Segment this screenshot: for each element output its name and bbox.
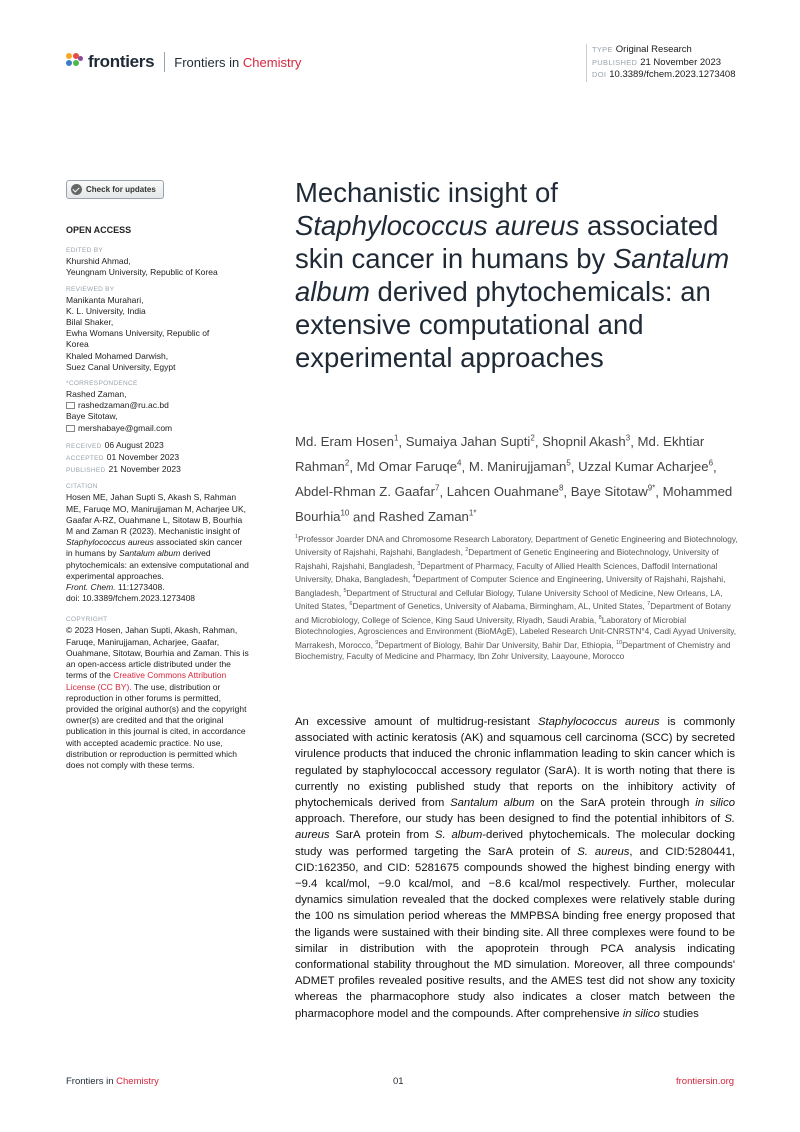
corr-email[interactable]: mershabaye@gmail.com: [66, 423, 251, 434]
abstract-text: SarA protein from: [329, 829, 435, 842]
abstract-italic-term: Santalum album: [450, 797, 535, 810]
affiliation-number: 1: [295, 534, 299, 540]
cc-by-link[interactable]: Creative Commons Attribution License (CC BY).: [66, 670, 227, 692]
abstract-text: on the SarA protein through: [534, 797, 696, 810]
abstract-text: -derived phytochemicals. The molecular docking study was performed targeting the SarA protein of: [295, 829, 735, 858]
abstract-italic-term: S. aureus: [577, 845, 630, 858]
published-date: PUBLISHED 21 November 2023: [66, 464, 181, 475]
logo-wordmark: frontiers: [88, 52, 155, 71]
check-updates-label: Check for updates: [86, 185, 156, 194]
author-affil-marker: 2: [530, 434, 535, 443]
open-access-label: OPEN ACCESS: [66, 225, 132, 235]
article-meta: [586, 44, 735, 82]
author-affil-marker: 9*: [647, 483, 656, 493]
reviewed-by-label: REVIEWED BY: [66, 285, 115, 293]
author-name[interactable]: Uzzal Kumar Acharjee$^6$: [578, 458, 714, 475]
author-affil-marker: 2: [344, 458, 350, 468]
author-list: Md. Eram Hosen$^1$, Sumaiya Jahan Supti$^2$, Shopnil Akash$^3$, Md. Ekhtiar Rahman$^2$, Md Omar Faruqe$^4$, M. Manirujjaman$^5$, Uzzal Kumar Acharjee$^6$, Abdel-Rhman Z. Gaafar$^7$, Lahcen Ouahmane$^8$, Baye Sitotaw$^{9*}$, Mohammed Bourhia$^{10}$ and Rashed Zaman$^{1*}$: [295, 434, 733, 525]
article-published: PUBLISHED 21 November 2023: [592, 56, 722, 68]
editor-name: Khurshid Ahmad,: [66, 256, 131, 267]
affiliation-text: Department of Biology, Bahir Dar University, Bahir Dar, Ethiopia,: [378, 639, 616, 650]
article-doi[interactable]: DOI 10.3389/fchem.2023.1273408: [592, 69, 736, 80]
journal-name[interactable]: Frontiers in Chemistry: [174, 54, 302, 70]
affiliations: [295, 532, 745, 663]
copyright-label: COPYRIGHT: [66, 616, 108, 624]
abstract-italic-term: in silico: [695, 797, 735, 810]
author-affil-marker: 7: [435, 483, 440, 493]
affiliation-text: Department of Computer Science and Engineering, University of Rajshahi, Rajshahi, Bangladesh,: [295, 574, 726, 598]
journal-header: [66, 52, 301, 72]
author-affil-marker: 5: [566, 458, 571, 468]
affiliation-text: Department of Structural and Cellular Biology, Tulane University School of Medicine, New Orleans, LA, United States,: [295, 587, 723, 612]
author-name[interactable]: Sumaiya Jahan Supti$^2$: [405, 434, 535, 450]
affiliation-number: 2: [465, 547, 469, 554]
author-affil-marker: 4: [457, 458, 462, 468]
author-name[interactable]: Lahcen Ouahmane$^8$: [446, 483, 564, 500]
check-icon: [71, 184, 82, 195]
affiliation-text: Department of Botany and Microbiology, College of Science, King Saud University, Riyadh, Saudi Arabia,: [295, 601, 731, 625]
affiliation-number: 5: [343, 587, 347, 594]
abstract-italic-term: Staphylococcus aureus: [537, 716, 660, 728]
affiliation-number: 7: [647, 601, 651, 608]
affiliation-text: Department of Genetics, University of Alabama, Birmingham, AL, United States,: [352, 601, 648, 612]
author-affil-marker: 1*: [468, 508, 477, 518]
author-name[interactable]: Md. Eram Hosen$^1$: [295, 434, 399, 450]
article-title: Mechanistic insight of Staphylococcus aureus associated skin cancer in humans by Santalum album derived phytochemicals: an extensive computational and experimental approaches: [295, 177, 730, 373]
abstract-text: An excessive amount of multidrug-resistant: [295, 716, 538, 728]
corr-email[interactable]: rashedzaman@ru.ac.bd: [66, 400, 251, 411]
abstract-text: is commonly associated with actinic keratosis (AK) and squamous cell carcinoma (SCC) by secreted virulence products that induced the chronic inflammation leading to skin cancer which is regulated by staphylococcal accessory regulator (SarA). It is worth noting that there is currently no existing published study that reports on the inhibitory activity of phytochemicals derived from: [295, 716, 735, 810]
citation-text: Hosen ME, Jahan Supti S, Akash S, Rahman ME, Faruqe MO, Manirujjaman M, Acharjee UK, Gaafar A-RZ, Ouahmane L, Sitotaw B, Bourhia M and Zaman R (2023). Mechanistic insight of Staphylococcus aureus associated skin cancer in humans by Santalum album derived phytochemicals: an extensive computational and experimental approaches. Front. Chem. 11:1273408. doi: 10.3389/fchem.2023.1273408: [66, 492, 249, 604]
author-name[interactable]: Md Omar Faruqe$^4$: [356, 458, 462, 475]
frontiers-logo-icon: [66, 53, 84, 71]
mail-icon: [66, 425, 75, 432]
author-name[interactable]: Mohammed Bourhia$^{10}$: [295, 484, 733, 525]
editor-affiliation: Yeungnam University, Republic of Korea: [66, 267, 218, 278]
page-number: 01: [393, 1076, 404, 1087]
check-for-updates-button[interactable]: [66, 180, 164, 199]
author-name[interactable]: Shopnil Akash$^3$: [542, 434, 631, 450]
affiliation-number: 8: [598, 614, 602, 621]
received-date: RECEIVED 06 August 2023: [66, 439, 164, 450]
affiliation-text: Department of Pharmacy, Faculty of Allied Health Sciences, Daffodil International University, Dhaka, Bangladesh,: [295, 560, 718, 585]
author-affil-marker: 1: [393, 434, 399, 443]
author-name[interactable]: Abdel-Rhman Z. Gaafar$^7$: [295, 483, 440, 500]
sidebar: [66, 225, 251, 771]
footer-journal: Frontiers in Chemistry: [66, 1076, 159, 1087]
corr-name: Rashed Zaman,: [66, 389, 127, 400]
abstract-text: approach. Therefore, our study has been designed to find the potential inhibitors of: [295, 813, 725, 826]
correspondence-label: *CORRESPONDENCE: [66, 380, 138, 388]
abstract-italic-term: S. aureus: [295, 813, 735, 842]
reviewer-line: Korea: [66, 339, 89, 350]
abstract-italic-term: in silico: [622, 1007, 660, 1020]
footer-site-link[interactable]: frontiersin.org: [676, 1076, 735, 1087]
reviewer-line: K. L. University, India: [66, 305, 146, 316]
affiliation-number: 6: [349, 601, 353, 608]
author-affil-marker: 3: [625, 434, 631, 443]
reviewer-line: Khaled Mohamed Darwish,: [66, 350, 169, 361]
reviewer-line: Manikanta Murahari,: [66, 294, 144, 305]
abstract: [295, 714, 735, 1022]
copyright-text: © 2023 Hosen, Jahan Supti, Akash, Rahman, Faruqe, Manirujjaman, Acharjee, Gaafar, Ouahmane, Sitotaw, Bourhia and Zaman. This is an open-access article distributed under the terms of the Creative Commons Attribution License (CC BY). The use, distribution or reproduction in other forums is permitted, provided the original author(s) and the copyright owner(s) are credited and that the original publication in this journal is cited, in accordance with accepted academic practice. No use, distribution or reproduction is permitted which does not comply with these terms.: [66, 625, 249, 770]
affiliation-number: 10: [615, 639, 623, 646]
reviewer-line: Ewha Womans University, Republic of: [66, 328, 210, 339]
affiliation-number: 3: [417, 560, 421, 567]
reviewer-line: Suez Canal University, Egypt: [66, 361, 176, 372]
author-name[interactable]: Rashed Zaman$^{1*}$: [378, 508, 477, 525]
mail-icon: [66, 402, 75, 409]
article-type: TYPE Original Research: [592, 44, 692, 55]
affiliation-text: Department of Genetic Engineering and Biotechnology, University of Rajshahi, Rajshahi, Bangladesh,: [295, 547, 719, 571]
affiliation-text: Professor Joarder DNA and Chromosome Research Laboratory, Department of Genetic Engineering and Biotechnology, University of Rajshahi, Rajshahi, Bangladesh,: [295, 533, 738, 558]
author-name[interactable]: Baye Sitotaw$^{9*}$: [570, 483, 656, 500]
header-divider: [164, 52, 165, 72]
author-affil-marker: 8: [558, 483, 564, 493]
abstract-text: studies: [659, 1007, 699, 1020]
affiliation-number: 9: [375, 639, 379, 646]
author-affil-marker: 6: [708, 458, 714, 468]
accepted-date: ACCEPTED 01 November 2023: [66, 452, 180, 463]
author-name[interactable]: M. Manirujjaman$^5$: [468, 458, 571, 475]
reviewer-line: Bilal Shaker,: [66, 317, 114, 328]
affiliation-text: Department of Chemistry and Biochemistry, Faculty of Medicine and Pharmacy, Ibn Zohr University, Laayoune, Morocco: [295, 639, 731, 662]
affiliation-text: Laboratory of Microbial Biotechnologies, Agrosciences and Environment (BioMAgE), Labeled Research Unit-CNRSTN°4, Cadi Ayyad University, Marrakesh, Morocco,: [295, 614, 737, 650]
edited-by-label: EDITED BY: [66, 247, 104, 255]
abstract-text: , and CID:5280441, CID:162350, and CID: 5281675 compounds showed the highest binding energy with −9.4 kcal/mol, −9.0 kcal/mol, and −8.6 kcal/mol respectively. Further, molecular dynamics simulation revealed that the docked complexes were relatively stable during the 100 ns simulation period whereas the MMPBSA binding free energy proposed that the ligands were sustained with their binding site. All three complexes were found to be similar in distribution with the apoprotein through PCA analysis indicating conformational stability throughout the MD simulation. Moreover, all three compounds' ADMET profiles revealed positive results, and the AMES test did not show any toxicity whereas the pharmacophore study also indicates a closer match between the pharmacophore model and the compounds. After comprehensive: [295, 845, 736, 1020]
author-affil-marker: 10: [340, 508, 350, 518]
corr-name: Baye Sitotaw,: [66, 411, 118, 422]
abstract-italic-term: S. album: [434, 829, 483, 842]
affiliation-number: 4: [412, 574, 416, 581]
citation-label: CITATION: [66, 483, 98, 491]
author-name[interactable]: Md. Ekhtiar Rahman$^2$: [295, 434, 705, 475]
